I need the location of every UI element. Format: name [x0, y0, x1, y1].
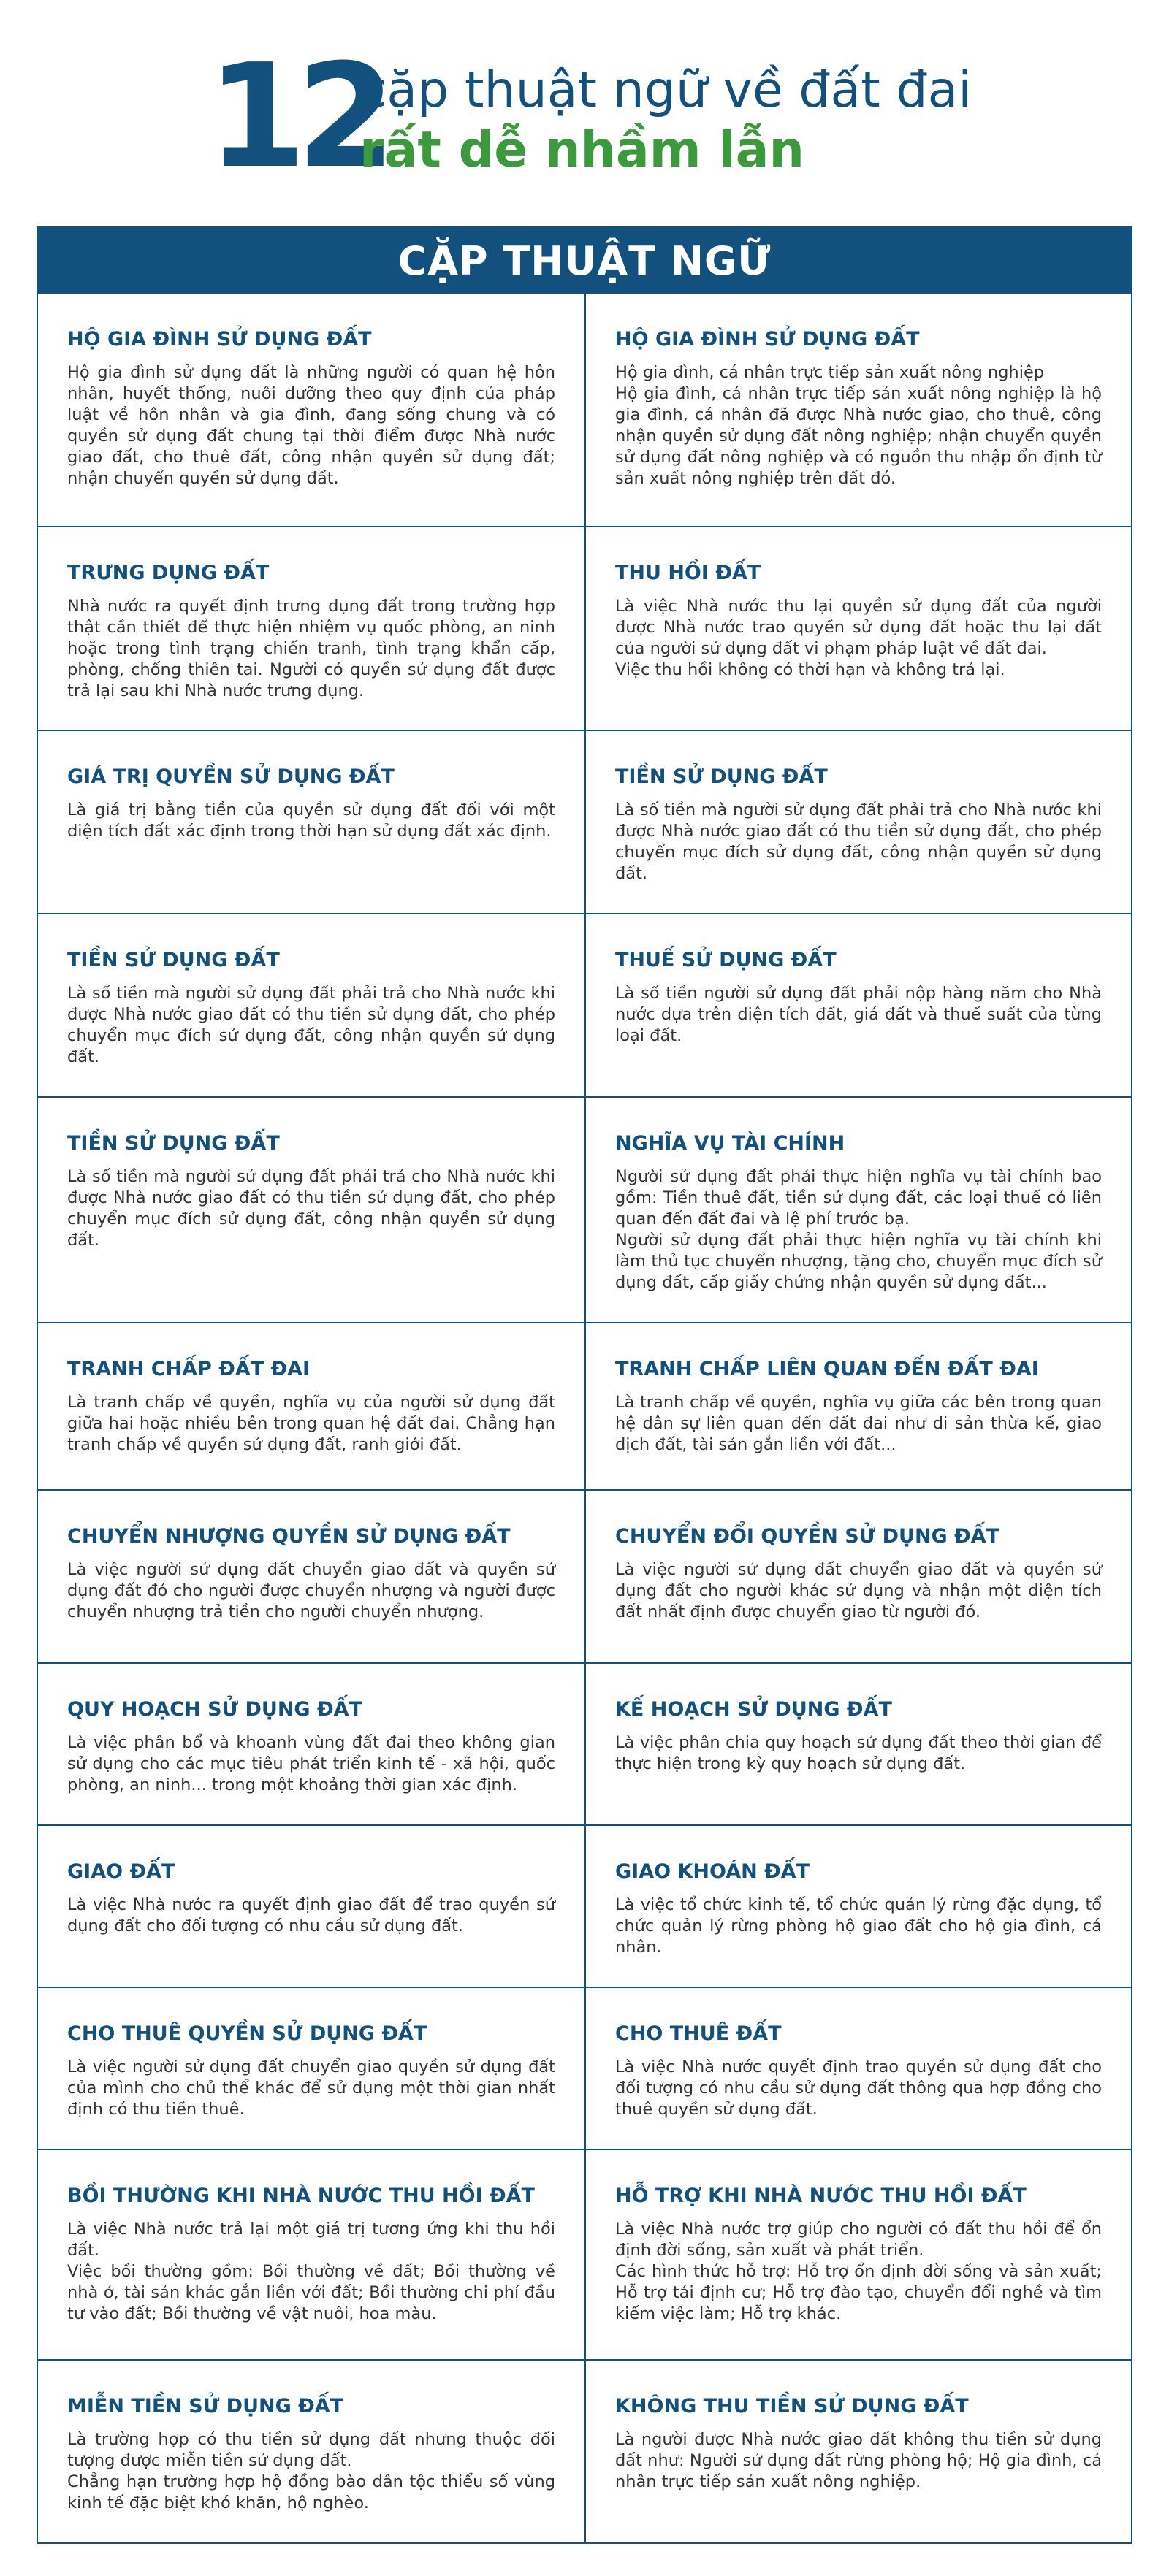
- term-cell-left: [38, 731, 584, 913]
- table-row: [38, 1824, 1131, 1987]
- term-title: KHÔNG THU TIỀN SỬ DỤNG ĐẤT: [615, 2395, 969, 2418]
- title-number: 12: [207, 34, 386, 200]
- table-row: [38, 1987, 1131, 2149]
- term-cell-left: [38, 914, 584, 1096]
- term-cell-right: [584, 914, 1131, 1096]
- term-definition: Là số tiền mà người sử dụng đất phải trả cho Nhà nước khi được Nhà nước giao đất có thu tiền sử dụng đất, cho phép chuyển mục đích sử dụng đất, công nhận quyền sử dụng đất.: [615, 800, 1102, 883]
- term-definition: Là giá trị bằng tiền của quyền sử dụng đất đối với một diện tích đất xác định trong thời hạn sử dụng đất xác định.: [67, 800, 555, 841]
- term-definition: Người sử dụng đất phải thực hiện nghĩa vụ tài chính bao gồm: Tiền thuê đất, tiền sử dụng đất, các loại thuế có liên quan đến đất đai và lệ phí trước bạ. Người sử dụng đất phải thực hiện nghĩa vụ tài chính khi làm thủ tục chuyển nhượng, tặng cho, chuyển mục đích sử dụng đất, cấp giấy chứng nhận quyền sử dụng đất...: [615, 1167, 1102, 1292]
- term-definition: Là việc phân chia quy hoạch sử dụng đất theo thời gian để thực hiện trong kỳ quy hoạch sử dụng đất.: [615, 1733, 1102, 1773]
- term-cell-right: [584, 1323, 1131, 1489]
- term-cell-left: [38, 1664, 584, 1824]
- table-heading: CẶP THUẬT NGỮ: [38, 228, 1131, 294]
- term-title: TRANH CHẤP ĐẤT ĐAI: [67, 1358, 311, 1380]
- term-definition: Là việc Nhà nước quyết định trao quyền sử dụng đất cho đối tượng có nhu cầu sử dụng đất thông qua hợp đồng cho thuê quyền sử dụng đất.: [615, 2057, 1102, 2119]
- term-title: TIỀN SỬ DỤNG ĐẤT: [67, 1132, 280, 1155]
- table-row: [38, 526, 1131, 730]
- term-title: NGHĨA VỤ TÀI CHÍNH: [615, 1132, 845, 1155]
- term-cell-right: [584, 2361, 1131, 2542]
- term-definition: Là việc tổ chức kinh tế, tổ chức quản lý rừng đặc dụng, tổ chức quản lý rừng phòng hộ giao đất cho hộ gia đình, cá nhân.: [615, 1895, 1102, 1957]
- term-title: KẾ HOẠCH SỬ DỤNG ĐẤT: [615, 1698, 892, 1721]
- term-cell-right: [584, 1664, 1131, 1824]
- term-cell-left: [38, 1826, 584, 1987]
- term-title: HỘ GIA ĐÌNH SỬ DỤNG ĐẤT: [67, 328, 372, 351]
- term-cell-right: [584, 294, 1131, 526]
- term-cell-left: [38, 1988, 584, 2149]
- term-title: CHO THUÊ QUYỀN SỬ DỤNG ĐẤT: [67, 2022, 427, 2045]
- table-body: [38, 294, 1131, 2542]
- term-definition: Là số tiền người sử dụng đất phải nộp hàng năm cho Nhà nước dựa trên diện tích đất, giá đất và thuế suất của từng loại đất.: [615, 984, 1102, 1045]
- term-definition: Là số tiền mà người sử dụng đất phải trả cho Nhà nước khi được Nhà nước giao đất có thu tiền sử dụng đất, cho phép chuyển mục đích sử dụng đất, công nhận quyền sử dụng đất.: [67, 984, 555, 1066]
- term-title: TIỀN SỬ DỤNG ĐẤT: [67, 949, 280, 971]
- term-title: CHUYỂN NHƯỢNG QUYỀN SỬ DỤNG ĐẤT: [67, 1525, 511, 1548]
- term-cell-right: [584, 1098, 1131, 1322]
- term-title: THU HỒI ĐẤT: [615, 562, 761, 584]
- term-title: TRƯNG DỤNG ĐẤT: [67, 562, 270, 584]
- term-title: GIAO ĐẤT: [67, 1860, 175, 1883]
- term-title: GIÁ TRỊ QUYỀN SỬ DỤNG ĐẤT: [67, 765, 395, 788]
- term-cell-right: [584, 1491, 1131, 1662]
- table-row: [38, 730, 1131, 913]
- term-cell-left: [38, 1491, 584, 1662]
- term-definition: Nhà nước ra quyết định trưng dụng đất trong trường hợp thật cần thiết để thực hiện nhiệm vụ quốc phòng, an ninh hoặc trong tình trạng chiến tranh, tình trạng khẩn cấp, phòng, chống thiên tai. Người có quyền sử dụng đất được trả lại sau khi Nhà nước trưng dụng.: [67, 597, 555, 700]
- table-row: [38, 294, 1131, 526]
- term-definition: Là việc người sử dụng đất chuyển giao quyền sử dụng đất của mình cho chủ thể khác để sử dụng một thời gian nhất định có thu tiền thuê.: [67, 2057, 555, 2119]
- term-definition: Hộ gia đình, cá nhân trực tiếp sản xuất nông nghiệp Hộ gia đình, cá nhân trực tiếp sản xuất nông nghiệp là hộ gia đình, cá nhân đã được Nhà nước giao, cho thuê, công nhận quyền sử dụng đất nông nghiệp; nhận chuyển quyền sử dụng đất nông nghiệp và có nguồn thu nhập ổn định từ sản xuất nông nghiệp trên đất đó.: [615, 363, 1102, 488]
- term-cell-left: [38, 2150, 584, 2359]
- term-title: CHO THUÊ ĐẤT: [615, 2022, 782, 2045]
- term-definition: Là việc Nhà nước trợ giúp cho người có đất thu hồi để ổn định đời sống, sản xuất và phát triển. Các hình thức hỗ trợ: Hỗ trợ ổn định đời sống và sản xuất; Hỗ trợ tái định cư; Hỗ trợ đào tạo, chuyển đổi nghề và tìm kiếm việc làm; Hỗ trợ khác.: [615, 2220, 1102, 2323]
- term-cell-left: [38, 1323, 584, 1489]
- term-definition: Là việc Nhà nước thu lại quyền sử dụng đất của người được Nhà nước trao quyền sử dụng đất hoặc thu lại đất của người sử dụng đất vi phạm pháp luật về đất đai. Việc thu hồi không có thời hạn và không trả lại.: [615, 597, 1102, 679]
- title-line-1: cặp thuật ngữ về đất đai: [359, 61, 972, 119]
- term-title: MIỄN TIỀN SỬ DỤNG ĐẤT: [67, 2395, 344, 2418]
- terms-table: [37, 226, 1132, 2544]
- term-cell-right: [584, 731, 1131, 913]
- term-title: THUẾ SỬ DỤNG ĐẤT: [615, 949, 837, 971]
- term-title: GIAO KHOÁN ĐẤT: [615, 1860, 810, 1883]
- term-title: HỘ GIA ĐÌNH SỬ DỤNG ĐẤT: [615, 328, 920, 351]
- term-definition: Là việc người sử dụng đất chuyển giao đất và quyền sử dụng đất đó cho người được chuyển nhượng và người được chuyển nhượng trả tiền cho người chuyển nhượng.: [67, 1560, 555, 1621]
- table-row: [38, 1096, 1131, 1322]
- table-row: [38, 1322, 1131, 1489]
- term-title: CHUYỂN ĐỔI QUYỀN SỬ DỤNG ĐẤT: [615, 1525, 1000, 1548]
- term-cell-left: [38, 2361, 584, 2542]
- title-line-2: rất dễ nhầm lẫn: [359, 121, 804, 179]
- term-title: QUY HOẠCH SỬ DỤNG ĐẤT: [67, 1698, 362, 1721]
- table-row: [38, 1489, 1131, 1662]
- table-row: [38, 1662, 1131, 1824]
- term-cell-left: [38, 294, 584, 526]
- table-row: [38, 913, 1131, 1096]
- term-title: TIỀN SỬ DỤNG ĐẤT: [615, 765, 828, 788]
- table-row: [38, 2359, 1131, 2542]
- term-definition: Là tranh chấp về quyền, nghĩa vụ của người sử dụng đất giữa hai hoặc nhiều bên trong quan hệ đất đai. Chẳng hạn tranh chấp về quyền sử dụng đất, ranh giới đất.: [67, 1393, 555, 1454]
- term-title: HỖ TRỢ KHI NHÀ NƯỚC THU HỒI ĐẤT: [615, 2185, 1027, 2207]
- term-cell-right: [584, 527, 1131, 730]
- term-definition: Là người được Nhà nước giao đất không thu tiền sử dụng đất như: Người sử dụng đất rừng phòng hộ; Hộ gia đình, cá nhân trực tiếp sản xuất nông nghiệp.: [615, 2430, 1102, 2491]
- term-definition: Là việc Nhà nước trả lại một giá trị tương ứng khi thu hồi đất. Việc bồi thường gồm: Bồi thường về đất; Bồi thường về nhà ở, tài sản khác gắn liền với đất; Bồi thường chi phí đầu tư vào đất; Bồi thường về vật nuôi, hoa màu.: [67, 2220, 555, 2323]
- term-cell-right: [584, 1988, 1131, 2149]
- term-title: TRANH CHẤP LIÊN QUAN ĐẾN ĐẤT ĐAI: [615, 1358, 1039, 1380]
- term-definition: Là việc Nhà nước ra quyết định giao đất để trao quyền sử dụng đất cho đối tượng có nhu cầu sử dụng đất.: [67, 1895, 555, 1935]
- term-title: BỒI THƯỜNG KHI NHÀ NƯỚC THU HỒI ĐẤT: [67, 2185, 535, 2207]
- term-definition: Hộ gia đình sử dụng đất là những người có quan hệ hôn nhân, huyết thống, nuôi dưỡng theo quy định của pháp luật về hôn nhân và gia đình, đang sống chung và có quyền sử dụng đất chung tại thời điểm được Nhà nước giao đất, cho thuê đất, công nhận quyền sử dụng đất; nhận chuyển quyền sử dụng đất.: [67, 363, 555, 488]
- term-definition: Là việc người sử dụng đất chuyển giao đất và quyền sử dụng đất cho người khác sử dụng và nhận một diện tích đất nhất định được chuyển giao từ người đó.: [615, 1560, 1102, 1621]
- term-definition: Là trường hợp có thu tiền sử dụng đất nhưng thuộc đối tượng được miễn tiền sử dụng đất. Chẳng hạn trường hợp hộ đồng bào dân tộc thiểu số vùng kinh tế đặc biệt khó khăn, hộ nghèo.: [67, 2430, 555, 2512]
- term-definition: Là số tiền mà người sử dụng đất phải trả cho Nhà nước khi được Nhà nước giao đất có thu tiền sử dụng đất, cho phép chuyển mục đích sử dụng đất, công nhận quyền sử dụng đất.: [67, 1167, 555, 1250]
- term-cell-right: [584, 2150, 1131, 2359]
- term-definition: Là tranh chấp về quyền, nghĩa vụ giữa các bên trong quan hệ dân sự liên quan đến đất đai như di sản thừa kế, giao dịch đất, tài sản gắn liền với đất...: [615, 1393, 1102, 1454]
- page-header: [0, 0, 1169, 219]
- term-cell-left: [38, 1098, 584, 1322]
- term-definition: Là việc phân bổ và khoanh vùng đất đai theo không gian sử dụng cho các mục tiêu phát triển kinh tế - xã hội, quốc phòng, an ninh... trong một khoảng thời gian xác định.: [67, 1733, 555, 1795]
- table-row: [38, 2149, 1131, 2359]
- term-cell-right: [584, 1826, 1131, 1987]
- term-cell-left: [38, 527, 584, 730]
